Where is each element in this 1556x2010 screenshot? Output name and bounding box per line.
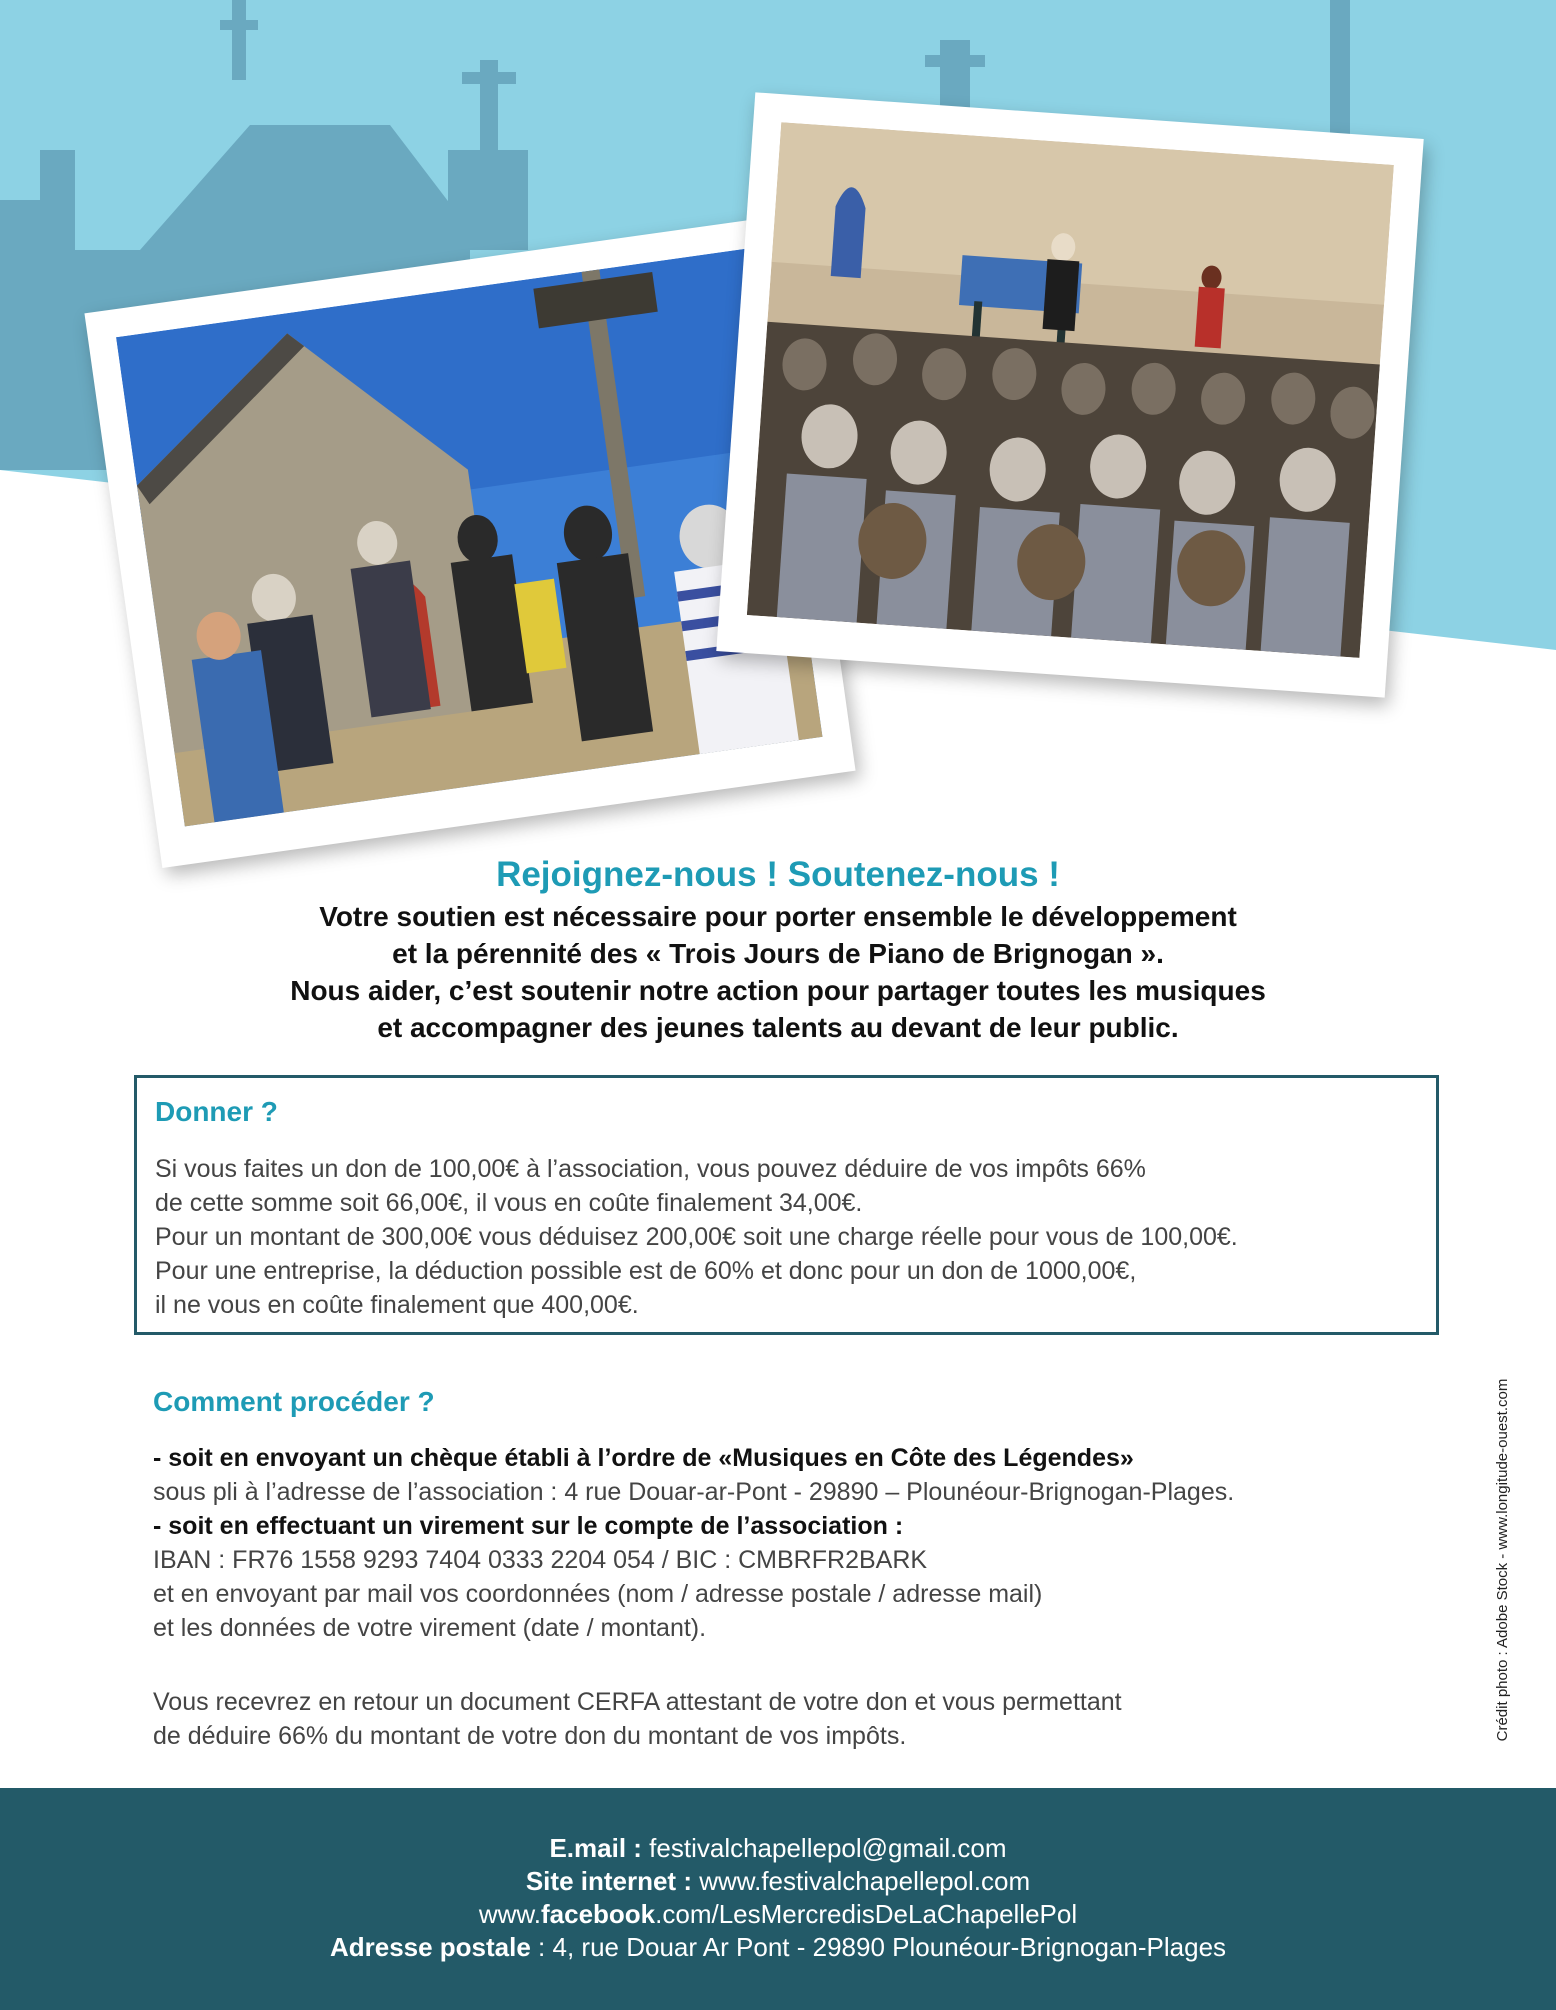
cerfa-note-line: Vous recevrez en retour un document CERFA attestant de votre don et vous permettant (153, 1688, 1122, 1716)
cheque-option: - soit en envoyant un chèque établi à l’ordre de «Musiques en Côte des Légendes» (153, 1444, 1134, 1472)
email-link[interactable]: festivalchapellepol@gmail.com (641, 1833, 1007, 1863)
transfer-instruction: et les données de votre virement (date / montant). (153, 1614, 707, 1642)
contact-footer (0, 1788, 1556, 2010)
transfer-instruction: et en envoyant par mail vos coordonnées (nom / adresse postale / adresse mail) (153, 1580, 1043, 1608)
address-text: : 4, rue Douar Ar Pont - 29890 Plounéour-Brignogan-Plages (530, 1932, 1227, 1962)
donner-line: de cette somme soit 66,00€, il vous en coûte finalement 34,00€. (155, 1189, 863, 1217)
website-label: Site internet : (525, 1866, 692, 1896)
facebook-bold: facebook (540, 1899, 656, 1929)
cheque-address: sous pli à l’adresse de l’association : 4 rue Douar-ar-Pont - 29890 – Plounéour-Brignogan-Plages. (153, 1478, 1235, 1506)
facebook-prefix: www. (478, 1899, 541, 1929)
donner-line: Pour une entreprise, la déduction possible est de 60% et donc pour un don de 1000,00€, (155, 1257, 1137, 1285)
intro-text (0, 898, 1556, 1046)
facebook-link[interactable] (0, 1898, 1556, 1931)
email-label: E.mail : (549, 1833, 642, 1863)
donner-line: il ne vous en coûte finalement que 400,00€. (155, 1291, 639, 1319)
intro-line: Votre soutien est nécessaire pour porter ensemble le développement (319, 901, 1237, 932)
intro-line: et accompagner des jeunes talents au devant de leur public. (377, 1012, 1179, 1043)
intro-line: Nous aider, c’est soutenir notre action pour partager toutes les musiques (290, 975, 1266, 1006)
donner-title: Donner ? (155, 1096, 278, 1127)
contact-lines (0, 1832, 1556, 1964)
bank-details: IBAN : FR76 1558 9293 7404 0333 2204 054 / BIC : CMBRFR2BARK (153, 1546, 928, 1574)
website-link[interactable]: www.festivalchapellepol.com (691, 1866, 1031, 1896)
donation-info-box (134, 1075, 1439, 1335)
donner-line: Si vous faites un don de 100,00€ à l’association, vous pouvez déduire de vos impôts 66% (155, 1155, 1146, 1183)
how-to-text (153, 1441, 1234, 1645)
website-line (0, 1865, 1556, 1898)
donner-line: Pour un montant de 300,00€ vous déduisez 200,00€ soit une charge réelle pour vous de 100,00€. (155, 1223, 1238, 1251)
concert-in-chapel-photo (747, 122, 1394, 658)
cerfa-note-line: de déduire 66% du montant de votre don du montant de vos impôts. (153, 1722, 907, 1750)
address-line (0, 1931, 1556, 1964)
how-to-title: Comment procéder ? (153, 1386, 435, 1417)
outdoor-gathering-photo (116, 248, 822, 827)
cerfa-note (153, 1685, 1122, 1753)
headline-title: Rejoignez-nous ! Soutenez-nous ! (496, 855, 1060, 894)
facebook-suffix: .com/LesMercredisDeLaChapellePol (655, 1899, 1078, 1929)
intro-line: et la pérennité des « Trois Jours de Piano de Brignogan ». (392, 938, 1164, 969)
email-line (0, 1832, 1556, 1865)
donner-text (155, 1152, 1238, 1322)
transfer-option: - soit en effectuant un virement sur le compte de l’association : (153, 1512, 904, 1540)
address-label: Adresse postale (329, 1932, 531, 1962)
photo-concert-in-chapel (716, 92, 1423, 697)
photo-credit: Crédit photo : Adobe Stock - www.longitude-ouest.com (1494, 1378, 1511, 1742)
